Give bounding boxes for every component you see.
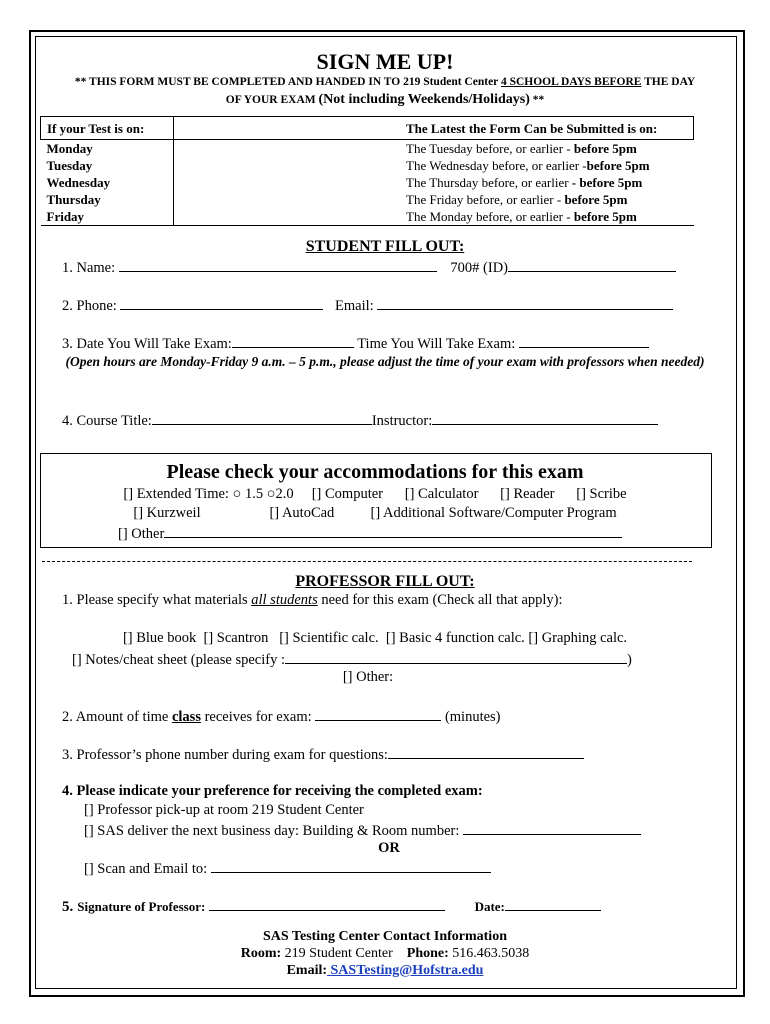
accommodations-options-1[interactable]: [] Extended Time: ○ 1.5 ○2.0 [] Computer [] Calculator [] Reader [] Scribe	[123, 486, 627, 502]
course-title-field[interactable]	[152, 411, 372, 425]
schedule-deadline	[174, 208, 694, 226]
notice-text: OF YOUR EXAM	[225, 94, 319, 106]
schedule-day: Friday	[41, 208, 174, 226]
schedule-header-deadline: The Latest the Form Can be Submitted is on:	[174, 117, 694, 140]
exam-time-class: class	[171, 709, 201, 725]
exam-date-label: 3. Date You Will Take Exam:	[62, 336, 232, 352]
signature-label: Signature of Professor:	[77, 899, 209, 914]
email-field[interactable]	[377, 296, 673, 310]
scan-email-row	[84, 859, 491, 878]
name-label: 1. Name:	[62, 260, 119, 276]
sas-deliver-row	[84, 821, 641, 840]
schedule-deadline	[174, 140, 694, 158]
instructor-field[interactable]	[432, 411, 658, 425]
id-label: 700# (ID)	[450, 260, 508, 276]
notes-cheat-sheet-checkbox[interactable]: [] Notes/cheat sheet (please specify :	[72, 652, 285, 668]
schedule-row	[41, 191, 694, 208]
room-label: Room:	[240, 946, 282, 961]
schedule-row	[41, 157, 694, 174]
schedule-row	[41, 208, 694, 226]
notice-line-2	[40, 92, 730, 108]
notice-text: THE DAY	[641, 76, 696, 88]
scan-email-field[interactable]	[211, 859, 491, 873]
schedule-deadline-text: The Tuesday before, or earlier -	[406, 141, 574, 156]
exam-time-text: receives for exam:	[200, 709, 316, 725]
professor-heading: PROFESSOR FILL OUT:	[295, 573, 475, 590]
scan-email-option[interactable]: [] Scan and Email to:	[84, 861, 211, 877]
notice-text: **	[529, 94, 545, 106]
phone-label: Phone:	[406, 946, 449, 961]
student-name-row	[62, 258, 676, 277]
delivery-preference-question: 4. Please indicate your preference for receiving the completed exam:	[62, 783, 483, 799]
materials-question-text: 1. Please specify what materials	[62, 592, 252, 608]
building-room-field[interactable]	[463, 821, 641, 835]
signature-number: 5.	[62, 899, 74, 915]
schedule-row	[41, 174, 694, 191]
notice-exclusion: (Not including Weekends/Holidays)	[318, 92, 530, 107]
schedule-table	[40, 116, 694, 226]
notes-specify-field[interactable]	[285, 650, 627, 664]
schedule-deadline-text: The Friday before, or earlier -	[406, 192, 565, 207]
exam-time-text: 2. Amount of time	[62, 709, 172, 725]
name-field[interactable]	[119, 258, 437, 272]
schedule-deadline-text: The Monday before, or earlier -	[406, 209, 574, 224]
student-heading: STUDENT FILL OUT:	[305, 238, 465, 255]
notice-line-1	[40, 76, 730, 88]
other-accommodation-checkbox[interactable]: [] Other	[118, 526, 165, 542]
open-hours-note: (Open hours are Monday-Friday 9 a.m. – 5 p.m., please adjust the time of your exam with professors when needed)	[65, 354, 705, 369]
materials-question	[62, 592, 563, 609]
pickup-option[interactable]: [] Professor pick-up at room 219 Student Center	[84, 802, 364, 818]
schedule-header-day: If your Test is on:	[41, 117, 174, 140]
schedule-deadline-time: before 5pm	[564, 192, 628, 207]
schedule-deadline-text: The Wednesday before, or earlier -	[406, 158, 587, 173]
professor-phone-question	[62, 745, 584, 764]
materials-options-1[interactable]: [] Blue book [] Scantron [] Scientific calc. [] Basic 4 function calc. [] Graphing calc.	[122, 630, 628, 646]
materials-question-emphasis: all students	[251, 592, 318, 608]
email-label: Email:	[335, 298, 378, 314]
accommodations-options-2[interactable]: [] Kurzweil [] AutoCad [] Additional Software/Computer Program	[133, 505, 617, 521]
schedule-deadline	[174, 174, 694, 191]
schedule-deadline-time: before 5pm	[586, 158, 650, 173]
student-course-row	[62, 411, 658, 430]
or-separator: OR	[378, 840, 400, 856]
phone-label: 2. Phone:	[62, 298, 121, 314]
id-field[interactable]	[508, 258, 676, 272]
schedule-deadline-time: before 5pm	[573, 209, 637, 224]
other-accommodation-field[interactable]	[164, 524, 622, 538]
signature-row	[62, 897, 601, 916]
schedule-day: Thursday	[41, 191, 174, 208]
materials-question-text: need for this exam (Check all that apply):	[317, 592, 563, 608]
date-label: Date:	[474, 899, 505, 914]
schedule-deadline	[174, 191, 694, 208]
materials-other-checkbox[interactable]: [] Other:	[342, 669, 394, 685]
email-label: Email:	[286, 963, 328, 978]
accommodations-heading: Please check your accommodations for this exam	[166, 461, 584, 483]
exam-time-field[interactable]	[519, 334, 649, 348]
materials-options-2	[72, 650, 632, 669]
exam-time-question	[62, 707, 501, 726]
phone-field[interactable]	[120, 296, 323, 310]
notice-text: ** THIS FORM MUST BE COMPLETED AND HANDED IN TO 219 Student Center	[74, 76, 501, 88]
professor-phone-field[interactable]	[388, 745, 584, 759]
exam-time-label: Time You Will Take Exam:	[353, 336, 519, 352]
student-exam-datetime-row	[62, 334, 649, 353]
schedule-deadline-text: The Thursday before, or earlier	[406, 175, 572, 190]
exam-minutes-field[interactable]	[315, 707, 441, 721]
contact-heading: SAS Testing Center Contact Information	[263, 929, 507, 944]
sas-deliver-option[interactable]: [] SAS deliver the next business day: Building & Room number:	[84, 823, 463, 839]
schedule-day: Wednesday	[41, 174, 174, 191]
notes-close-paren: )	[626, 652, 632, 668]
email-link[interactable]: SASTesting@Hofstra.edu	[327, 963, 484, 978]
signature-field[interactable]	[209, 897, 445, 911]
course-title-label: 4. Course Title:	[62, 413, 152, 429]
instructor-label: Instructor:	[371, 413, 433, 429]
student-phone-row	[62, 296, 673, 315]
section-divider	[42, 561, 692, 562]
exam-date-field[interactable]	[232, 334, 354, 348]
schedule-day: Monday	[41, 140, 174, 158]
notice-deadline: 4 SCHOOL DAYS BEFORE	[500, 76, 642, 88]
contact-email	[0, 963, 770, 979]
phone-value: 516.463.5038	[448, 946, 530, 961]
schedule-day: Tuesday	[41, 157, 174, 174]
date-field[interactable]	[505, 897, 601, 911]
contact-room-phone	[0, 946, 770, 962]
form-title: SIGN ME UP!	[316, 49, 454, 74]
room-value: 219 Student Center	[281, 946, 393, 961]
schedule-row	[41, 140, 694, 158]
accommodations-other-row	[118, 524, 622, 543]
schedule-deadline	[174, 157, 694, 174]
schedule-deadline-time: before 5pm	[573, 141, 637, 156]
schedule-deadline-time: - before 5pm	[571, 175, 643, 190]
professor-phone-label: 3. Professor’s phone number during exam for questions:	[62, 747, 388, 763]
schedule-header-row	[41, 117, 694, 140]
exam-time-unit: (minutes)	[441, 709, 501, 725]
